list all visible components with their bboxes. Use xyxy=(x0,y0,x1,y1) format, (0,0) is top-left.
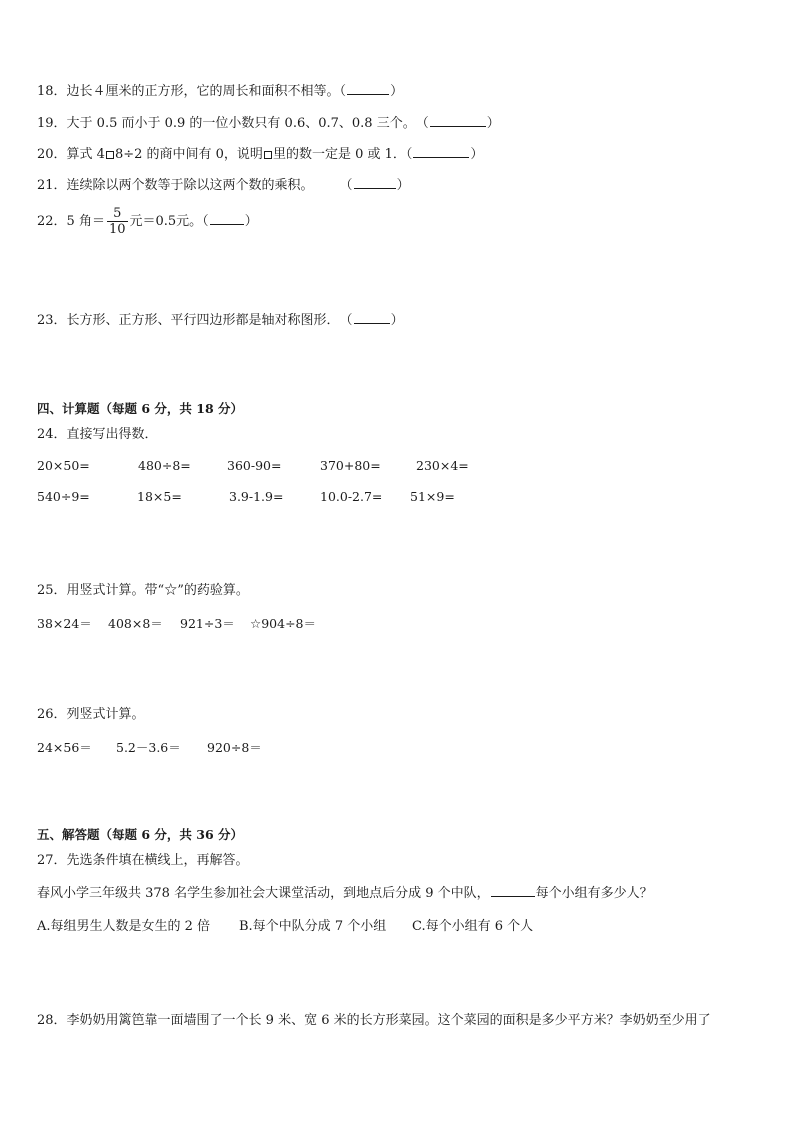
question-25 xyxy=(37,582,249,600)
question-number: 26． xyxy=(37,707,67,722)
calc-item: ☆904÷8＝ xyxy=(250,616,316,631)
calc-item: 3.9-1.9= xyxy=(229,489,284,504)
calc-item: 18×5= xyxy=(137,489,182,504)
question-27-body xyxy=(37,884,653,903)
calc-item: 51×9= xyxy=(410,489,455,504)
question-number: 28． xyxy=(37,1013,67,1028)
question-28 xyxy=(37,1012,711,1030)
calc-item: 360-90= xyxy=(227,458,282,473)
answer-blank[interactable] xyxy=(354,176,396,189)
question-text: 大于 0.5 而小于 0.9 的一位小数只有 0.6、0.7、0.8 三个。 （ xyxy=(66,116,429,131)
question-number: 22． xyxy=(37,214,67,229)
question-number: 25． xyxy=(37,583,67,598)
question-number: 20． xyxy=(37,147,67,162)
question-24 xyxy=(37,426,158,444)
answer-blank[interactable] xyxy=(354,311,390,324)
question-text: 直接写出得数． xyxy=(66,427,158,442)
calc-item: 10.0-2.7= xyxy=(320,489,383,504)
answer-blank[interactable] xyxy=(430,114,486,127)
section-heading-4: 四、计算题（每题 6 分，共 18 分） xyxy=(37,401,244,416)
calc-item: 24×56＝ xyxy=(37,740,92,755)
section-heading-5: 五、解答题（每题 6 分，共 36 分） xyxy=(37,827,244,842)
calc-item: 540÷9= xyxy=(37,489,90,504)
question-number: 18． xyxy=(37,84,67,99)
question-19 xyxy=(37,114,500,133)
question-text: 用竖式计算。带“☆”的药验算。 xyxy=(66,583,249,598)
question-18 xyxy=(37,82,403,101)
question-number: 27． xyxy=(37,853,67,868)
question-text-cont: 元＝0.5元。（ xyxy=(129,214,209,229)
question-text-mid: 8÷2 的商中间有 0，说明 xyxy=(114,147,263,162)
calc-item: 920÷8＝ xyxy=(207,740,262,755)
question-text: 长方形、正方形、平行四边形都是轴对称图形． （ xyxy=(66,313,353,328)
calc-item: 408×8＝ xyxy=(108,616,163,631)
answer-blank[interactable] xyxy=(413,145,469,158)
question-21 xyxy=(37,176,410,195)
question-22 xyxy=(37,206,258,238)
question-text-end: ） xyxy=(470,147,484,162)
question-number: 19． xyxy=(37,116,67,131)
box-placeholder-icon xyxy=(264,151,272,159)
question-text: 5 角＝ xyxy=(66,214,105,229)
question-27 xyxy=(37,852,249,870)
problem-text-end: 每个小组有多少人？ xyxy=(535,886,653,901)
question-26 xyxy=(37,706,145,724)
calc-item: 480÷8= xyxy=(138,458,191,473)
question-number: 24． xyxy=(37,427,67,442)
question-text: 连续除以两个数等于除以这两个数的乘积。 （ xyxy=(66,178,353,193)
box-placeholder-icon xyxy=(106,151,114,159)
calc-item: 5.2－3.6＝ xyxy=(116,740,181,755)
question-text-end: ） xyxy=(244,214,258,229)
question-text: 先选条件填在横线上，再解答。 xyxy=(66,853,249,868)
calc-item: 921÷3＝ xyxy=(180,616,235,631)
question-23 xyxy=(37,311,404,330)
answer-blank[interactable] xyxy=(491,884,535,897)
answer-blank[interactable] xyxy=(210,212,244,225)
question-text-end: ） xyxy=(486,116,500,131)
calc-item: 230×4= xyxy=(416,458,469,473)
fraction-numerator: 5 xyxy=(107,206,128,222)
option-c: C.每个小组有 6 个人 xyxy=(412,919,534,934)
option-b: B.每个中队分成 7 个小组 xyxy=(239,919,387,934)
question-20 xyxy=(37,145,483,164)
question-text-cont: 里的数一定是 0 或 1．（ xyxy=(272,147,413,162)
option-a: A.每组男生人数是女生的 2 倍 xyxy=(37,919,211,934)
fraction xyxy=(107,206,128,237)
question-number: 23． xyxy=(37,313,67,328)
question-number: 21． xyxy=(37,178,67,193)
question-text: 算式 4 xyxy=(66,147,105,162)
question-text-end: ） xyxy=(396,178,410,193)
question-text-end: ） xyxy=(390,84,404,99)
calc-item: 370+80= xyxy=(320,458,381,473)
question-text: 边长４厘米的正方形，它的周长和面积不相等。（ xyxy=(66,84,347,99)
question-text: 列竖式计算。 xyxy=(66,707,145,722)
question-text-end: ） xyxy=(390,313,404,328)
calc-item: 38×24＝ xyxy=(37,616,92,631)
calc-item: 20×50= xyxy=(37,458,90,473)
question-text: 李奶奶用篱笆靠一面墙围了一个长 9 米、宽 6 米的长方形菜园。这个菜园的面积是多少平方米？李奶奶至少用了 xyxy=(66,1013,711,1028)
fraction-denominator: 10 xyxy=(108,222,126,237)
problem-text: 春风小学三年级共 378 名学生参加社会大课堂活动，到地点后分成 9 个中队， xyxy=(37,886,490,901)
answer-blank[interactable] xyxy=(347,82,389,95)
